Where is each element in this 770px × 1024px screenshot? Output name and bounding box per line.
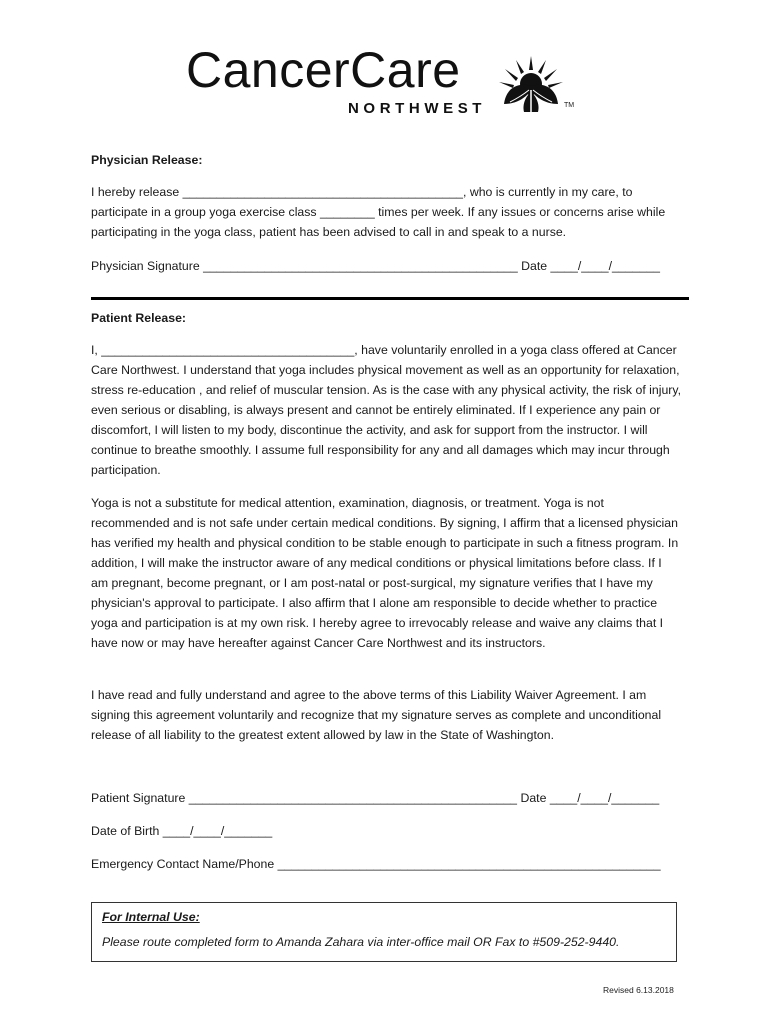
logo — [186, 42, 586, 122]
logo-subtitle: NORTHWEST — [348, 100, 487, 117]
physician-heading: Physician Release: — [91, 153, 203, 167]
date-of-birth-line: Date of Birth ____/____/_______ — [91, 824, 273, 838]
patient-signature-line: Patient Signature ________________________________________________ Date ____/____/_______ — [91, 791, 660, 805]
logo-wordmark: CancerCare — [186, 42, 461, 98]
physician-body: I hereby release _________________________________________, who is currently in my care, to participate in a group yoga exercise class ________ times per week. If any issues or concerns arise while participating in the yoga class, patient has been advised to call in and speak to a nurse. — [91, 185, 666, 239]
patient-paragraph-1: I, _____________________________________, have voluntarily enrolled in a yoga class offered at Cancer Care Northwest. I understand that yoga includes physical movement as well as an opportunity for relaxation, stress re-education , and relief of muscular tension. As is the case with any physical activity, the risk of injury, even serious or disabling, is always present and cannot be entirely eliminated. If I experience any pain or discomfort, I will listen to my body, discontinue the activity, and ask for support from the instructor. I will continue to breathe smoothly. I assume full responsibility for any and all damages which may incur through participation. — [91, 343, 682, 477]
internal-use-box — [91, 902, 677, 962]
section-divider — [91, 297, 689, 300]
patient-paragraph-2: Yoga is not a substitute for medical attention, examination, diagnosis, or treatment. Yoga is not recommended and is not safe under certain medical conditions. By signing, I affirm that a licensed physician has verified my health and physical condition to be stable enough to participate in such a fitness program. In addition, I will make the instructor aware of any medical conditions or physical limitations before class. If I am pregnant, become pregnant, or I am post-natal or post-surgical, my signature verifies that I have my physician's approval to participate. I also affirm that I alone am responsible to decide whether to practice yoga and participation is at my own risk. I hereby agree to irrevocably release and waive any claims that I have now or may have hereafter against Cancer Care Northwest and its instructors. — [91, 496, 679, 650]
physician-signature-line: Physician Signature ______________________________________________ Date ____/____/_______ — [91, 259, 660, 273]
internal-use-title: For Internal Use: — [102, 910, 200, 924]
revision-date: Revised 6.13.2018 — [603, 985, 674, 995]
sun-lotus-icon — [496, 52, 566, 114]
emergency-contact-line: Emergency Contact Name/Phone ________________________________________________________ — [91, 857, 661, 871]
patient-paragraph-3: I have read and fully understand and agree to the above terms of this Liability Waiver Agreement. I am signing this agreement voluntarily and recognize that my signature serves as complete and unconditional release of all liability to the greatest extent allowed by law in the State of Washington. — [91, 688, 662, 742]
patient-heading: Patient Release: — [91, 311, 187, 325]
trademark: TM — [564, 102, 575, 109]
internal-use-text: Please route completed form to Amanda Zahara via inter-office mail OR Fax to #509-252-9440. — [102, 935, 620, 949]
